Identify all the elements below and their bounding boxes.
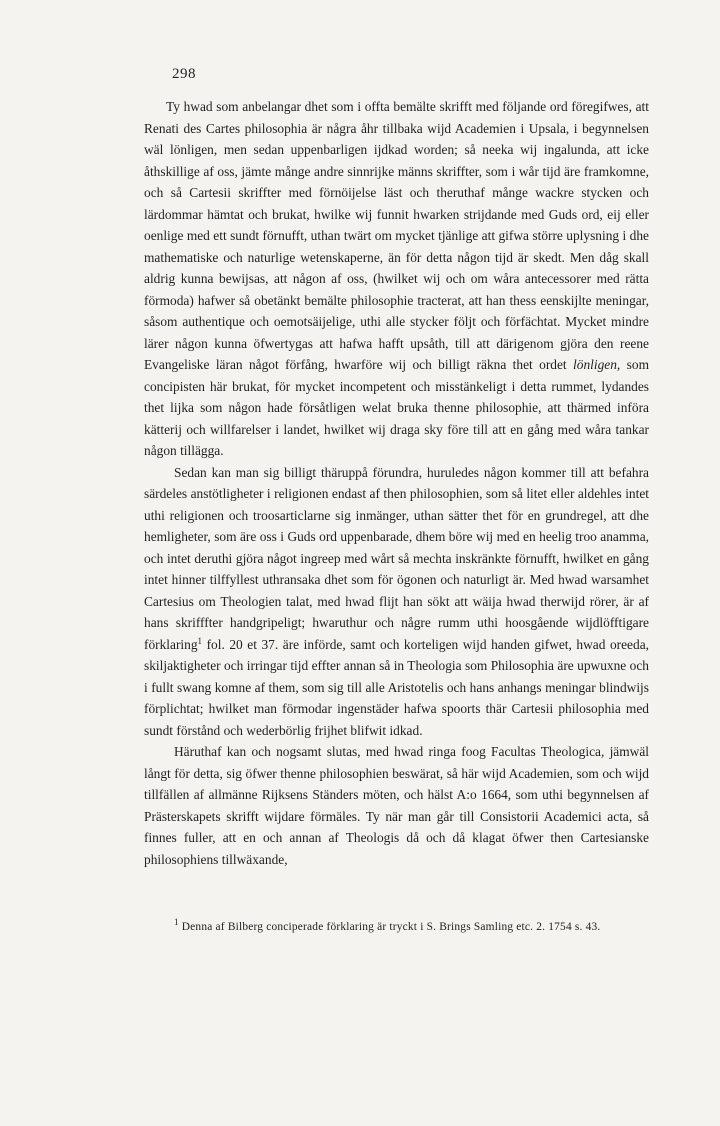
footnote-reference: 1 <box>197 635 203 646</box>
paragraph-text: Ty hwad som anbelangar dhet som i offta bemälte skrifft med följande ord föregifwes, att Renati des Cartes philosophia är några åhr tillbaka wijd Academien i Upsala, i begynnelsen wäl lönligen, men sedan uppenbarligen ijdkad worden; så neeka wij ingalunda, att icke åthskillige af oss, jämte månge andre sinnrijke männs skriffter, som i wår tijd äre framkomne, och så Cartesii skriffter med förnöijelse läst och theruthaf månge wackre stycken och lärdommar hämtat och brukat, hwilke wij funnit hwarken strijdande med Guds ord, eij eller oenlige med ett sundt förnufft, uthan twärt om mycket tjänlige att gifwa större uplysning i dhe mathematiske och naturlige wetenskaperne, än för detta någon tijd är skedt. Men dåg skall aldrig kunna bewijsas, att någon af oss, (hwilket wij och om wåra antecessorer med rätta förmoda) hafwer så obetänkt bemälte philosophie tracterat, att han thess eenskijlte meningar, såsom authentique och oemotsäijelige, uthi alle stycker följt och förfächtat. Mycket mindre lärer någon kunna öfwertygas att hafwa hafft upsåth, till att därigenom gjöra den reene Evangeliske läran något förfång, hwarföre wij och billigt räkna thet ordet <box>144 99 649 372</box>
page-number: 298 <box>172 66 196 82</box>
paragraph-text: Häruthaf kan och nogsamt slutas, med hwad ringa foog Facultas Theologica, jämwäl långt för detta, sig öfwer thenne philosophien beswärat, så här wijd Academien, som och wijd tillfällen af allmänne Rijksens Ständers möten, och hälst A:o 1664, som uthi begynnelsen af Prästerskapets skrifft wijdare förmäles. Ty när man går till Consistorii Academici acta, så finnes fuller, att en och annan af Theologis då och då klagat öfwer then Cartesianske philosophiens tillwäxande, <box>144 744 649 867</box>
paragraph-text: som concipisten här brukat, för mycket incompetent och misstänkeligt i detta rummet, lydandes thet lijka som någon hade försåtligen welat bruka thenne philosophie, att thärmed införa kätterij och willfarelser i landet, hwilket wij draga sky före till att en gång med wåra tankar någon tillägga. <box>144 357 649 458</box>
paragraph-3 <box>144 741 649 870</box>
body-text <box>144 96 649 870</box>
footnote-marker: 1 <box>174 917 179 927</box>
paragraph-text: fol. 20 et 37. äre införde, samt och korteligen wijd handen gifwet, hwad oreeda, skiljaktigheter och irringar tijd effter annan så in Theologia som Philosophia äre upwuxne och i fullt swang komne af them, som sig till alle Aristotelis och hans anhangs meningar blindwijs förplichtat; hwilket man förmodar ingenstäder hafwa spoorts thär Cartesii philosophia med sundt förstånd och wederbörlig frijhet blifwit idkad. <box>144 636 649 738</box>
paragraph-text: Sedan kan man sig billigt thäruppå förundra, huruledes någon kommer till att befahra särdeles anstötligheter i religionen endast af then philosophien, som så litet eller aldehles intet uthi religionen och troosarticlarne sig inmänger, uthan sätter thet för en grundregel, att dhe hemligheter, som äre oss i Guds ord uppenbarade, dhem böre wij med en heelig troo anamma, och intet deruthi gjöra något ingreep med wårt så mechta inskränkte förnufft, hwilket en gång intet hinner tilffyllest uthransaka dhet som för ögonen och naturligt är. Med hwad warsamhet Cartesius om Theologien talat, med hwad flijt han sökt att wäija hwad therwijd rörer, är af hans skrifffter handgripeligt; hwaruthur och någre rumm uthi hoosgående wijdlöfftigare förklaring <box>144 464 649 652</box>
paragraph-2 <box>144 462 649 742</box>
paragraph-1 <box>144 96 649 462</box>
italic-word: lönligen, <box>573 357 621 372</box>
footnote <box>144 918 649 937</box>
footnote-text: Denna af Bilberg conciperade förklaring är tryckt i S. Brings Samling etc. 2. 1754 s. 43. <box>178 921 601 933</box>
